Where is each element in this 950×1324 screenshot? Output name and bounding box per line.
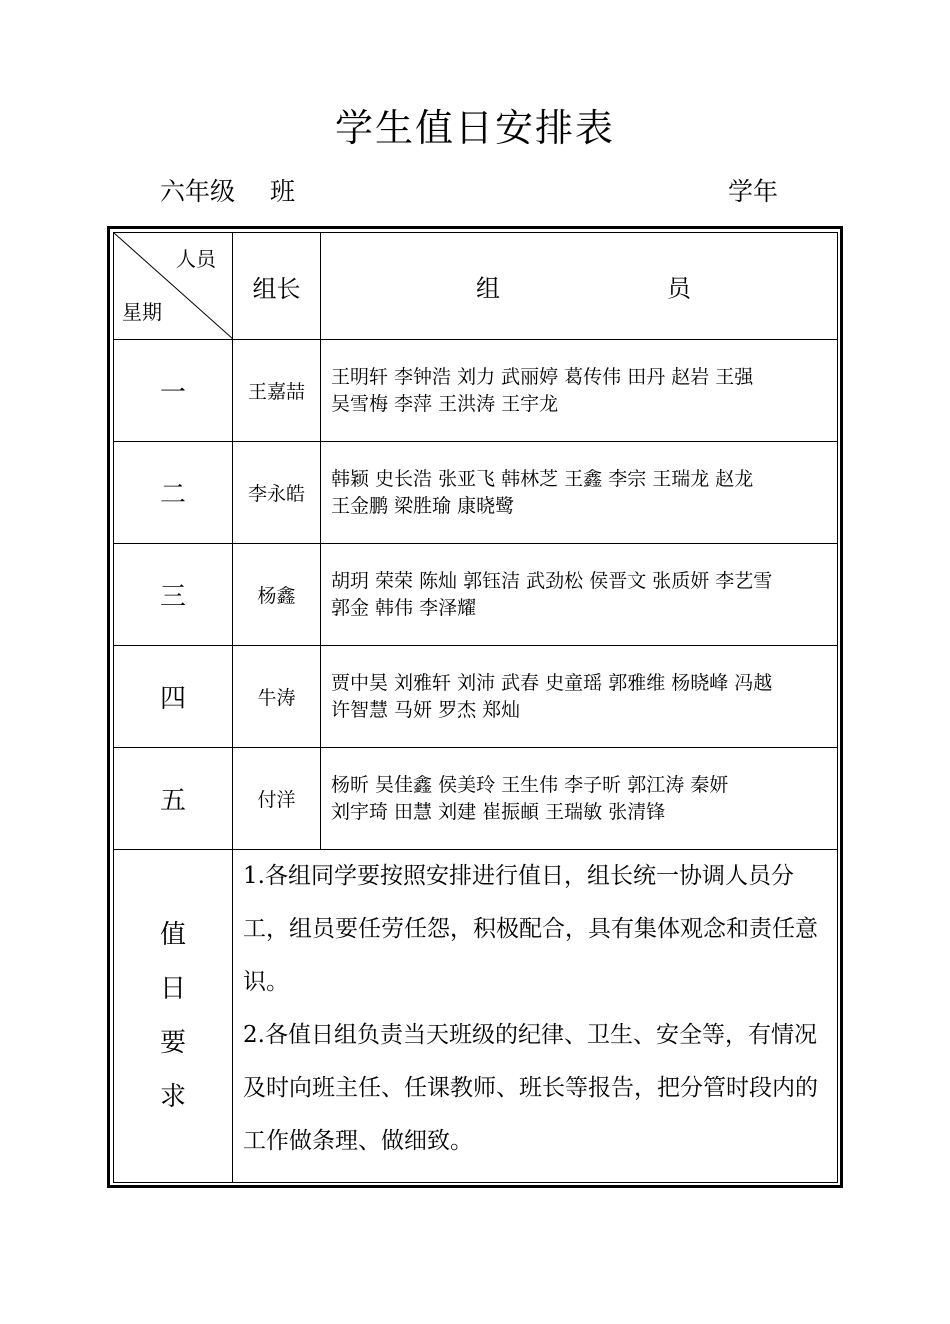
leader-cell: 王嘉喆 bbox=[233, 340, 321, 442]
grade-label: 六年级 bbox=[160, 177, 236, 206]
requirements-label-char: 求 bbox=[159, 1082, 186, 1112]
day-cell: 二 bbox=[114, 442, 233, 544]
members-line: 杨昕 吴佳鑫 侯美玲 王生伟 李子昕 郭江涛 秦妍 bbox=[331, 773, 729, 796]
school-year-label: 学年 bbox=[728, 177, 779, 206]
members-line: 刘宇琦 田慧 刘建 崔振頔 王瑞敏 张清锋 bbox=[331, 800, 666, 823]
leader-cell: 付洋 bbox=[233, 748, 321, 850]
requirements-text bbox=[233, 850, 838, 1183]
corner-bottom-label: 星期 bbox=[122, 300, 162, 324]
members-line: 韩颖 史长浩 张亚飞 韩林芝 王鑫 李宗 王瑞龙 赵龙 bbox=[331, 467, 754, 490]
leader-cell: 牛涛 bbox=[233, 646, 321, 748]
corner-top-label: 人员 bbox=[176, 247, 216, 271]
day-cell: 五 bbox=[114, 748, 233, 850]
requirements-label-char: 日 bbox=[159, 974, 186, 1004]
table-row bbox=[114, 340, 838, 442]
members-cell bbox=[321, 340, 838, 442]
requirements-label bbox=[114, 850, 233, 1183]
members-line: 郭金 韩伟 李泽耀 bbox=[331, 596, 477, 619]
corner-cell bbox=[114, 233, 233, 340]
requirements-label-char: 值 bbox=[159, 920, 186, 950]
table-row bbox=[114, 646, 838, 748]
leader-header: 组长 bbox=[233, 233, 321, 340]
members-line: 王金鹏 梁胜瑜 康晓鹭 bbox=[331, 494, 515, 517]
members-line: 吴雪梅 李萍 王洪涛 王宇龙 bbox=[331, 392, 559, 415]
table-row bbox=[114, 748, 838, 850]
table-row bbox=[114, 544, 838, 646]
members-cell bbox=[321, 442, 838, 544]
table-row bbox=[114, 442, 838, 544]
members-header-part-2: 员 bbox=[667, 274, 691, 303]
leader-cell: 杨鑫 bbox=[233, 544, 321, 646]
day-cell: 一 bbox=[114, 340, 233, 442]
members-line: 胡玥 荣荣 陈灿 郭钰洁 武劲松 侯晋文 张质妍 李艺雪 bbox=[331, 569, 773, 592]
table-header-row bbox=[114, 233, 838, 340]
members-header-part-1: 组 bbox=[476, 274, 500, 303]
leader-cell: 李永皓 bbox=[233, 442, 321, 544]
requirements-label-char: 要 bbox=[159, 1028, 186, 1058]
members-cell bbox=[321, 544, 838, 646]
duty-schedule-table bbox=[113, 232, 838, 1183]
requirements-row bbox=[114, 850, 838, 1183]
members-cell bbox=[321, 748, 838, 850]
members-line: 贾中昊 刘雅轩 刘沛 武春 史童瑶 郭雅维 杨晓峰 冯越 bbox=[331, 671, 773, 694]
day-cell: 四 bbox=[114, 646, 233, 748]
members-line: 许智慧 马妍 罗杰 郑灿 bbox=[331, 698, 521, 721]
page-title: 学生值日安排表 bbox=[334, 106, 615, 150]
day-cell: 三 bbox=[114, 544, 233, 646]
requirement-item: 2.各值日组负责当天班级的纪律、卫生、安全等，有情况及时向班主任、任课教师、班长等报告，把分管时段内的工作做条理、做细致。 bbox=[243, 1022, 818, 1154]
requirement-item: 1.各组同学要按照安排进行值日，组长统一协调人员分工，组员要任劳任怨，积极配合，具有集体观念和责任意识。 bbox=[243, 863, 818, 995]
members-cell bbox=[321, 646, 838, 748]
members-line: 王明轩 李钟浩 刘力 武丽婷 葛传伟 田丹 赵岩 王强 bbox=[331, 365, 754, 388]
class-label: 班 bbox=[270, 177, 296, 206]
members-header bbox=[321, 233, 838, 340]
